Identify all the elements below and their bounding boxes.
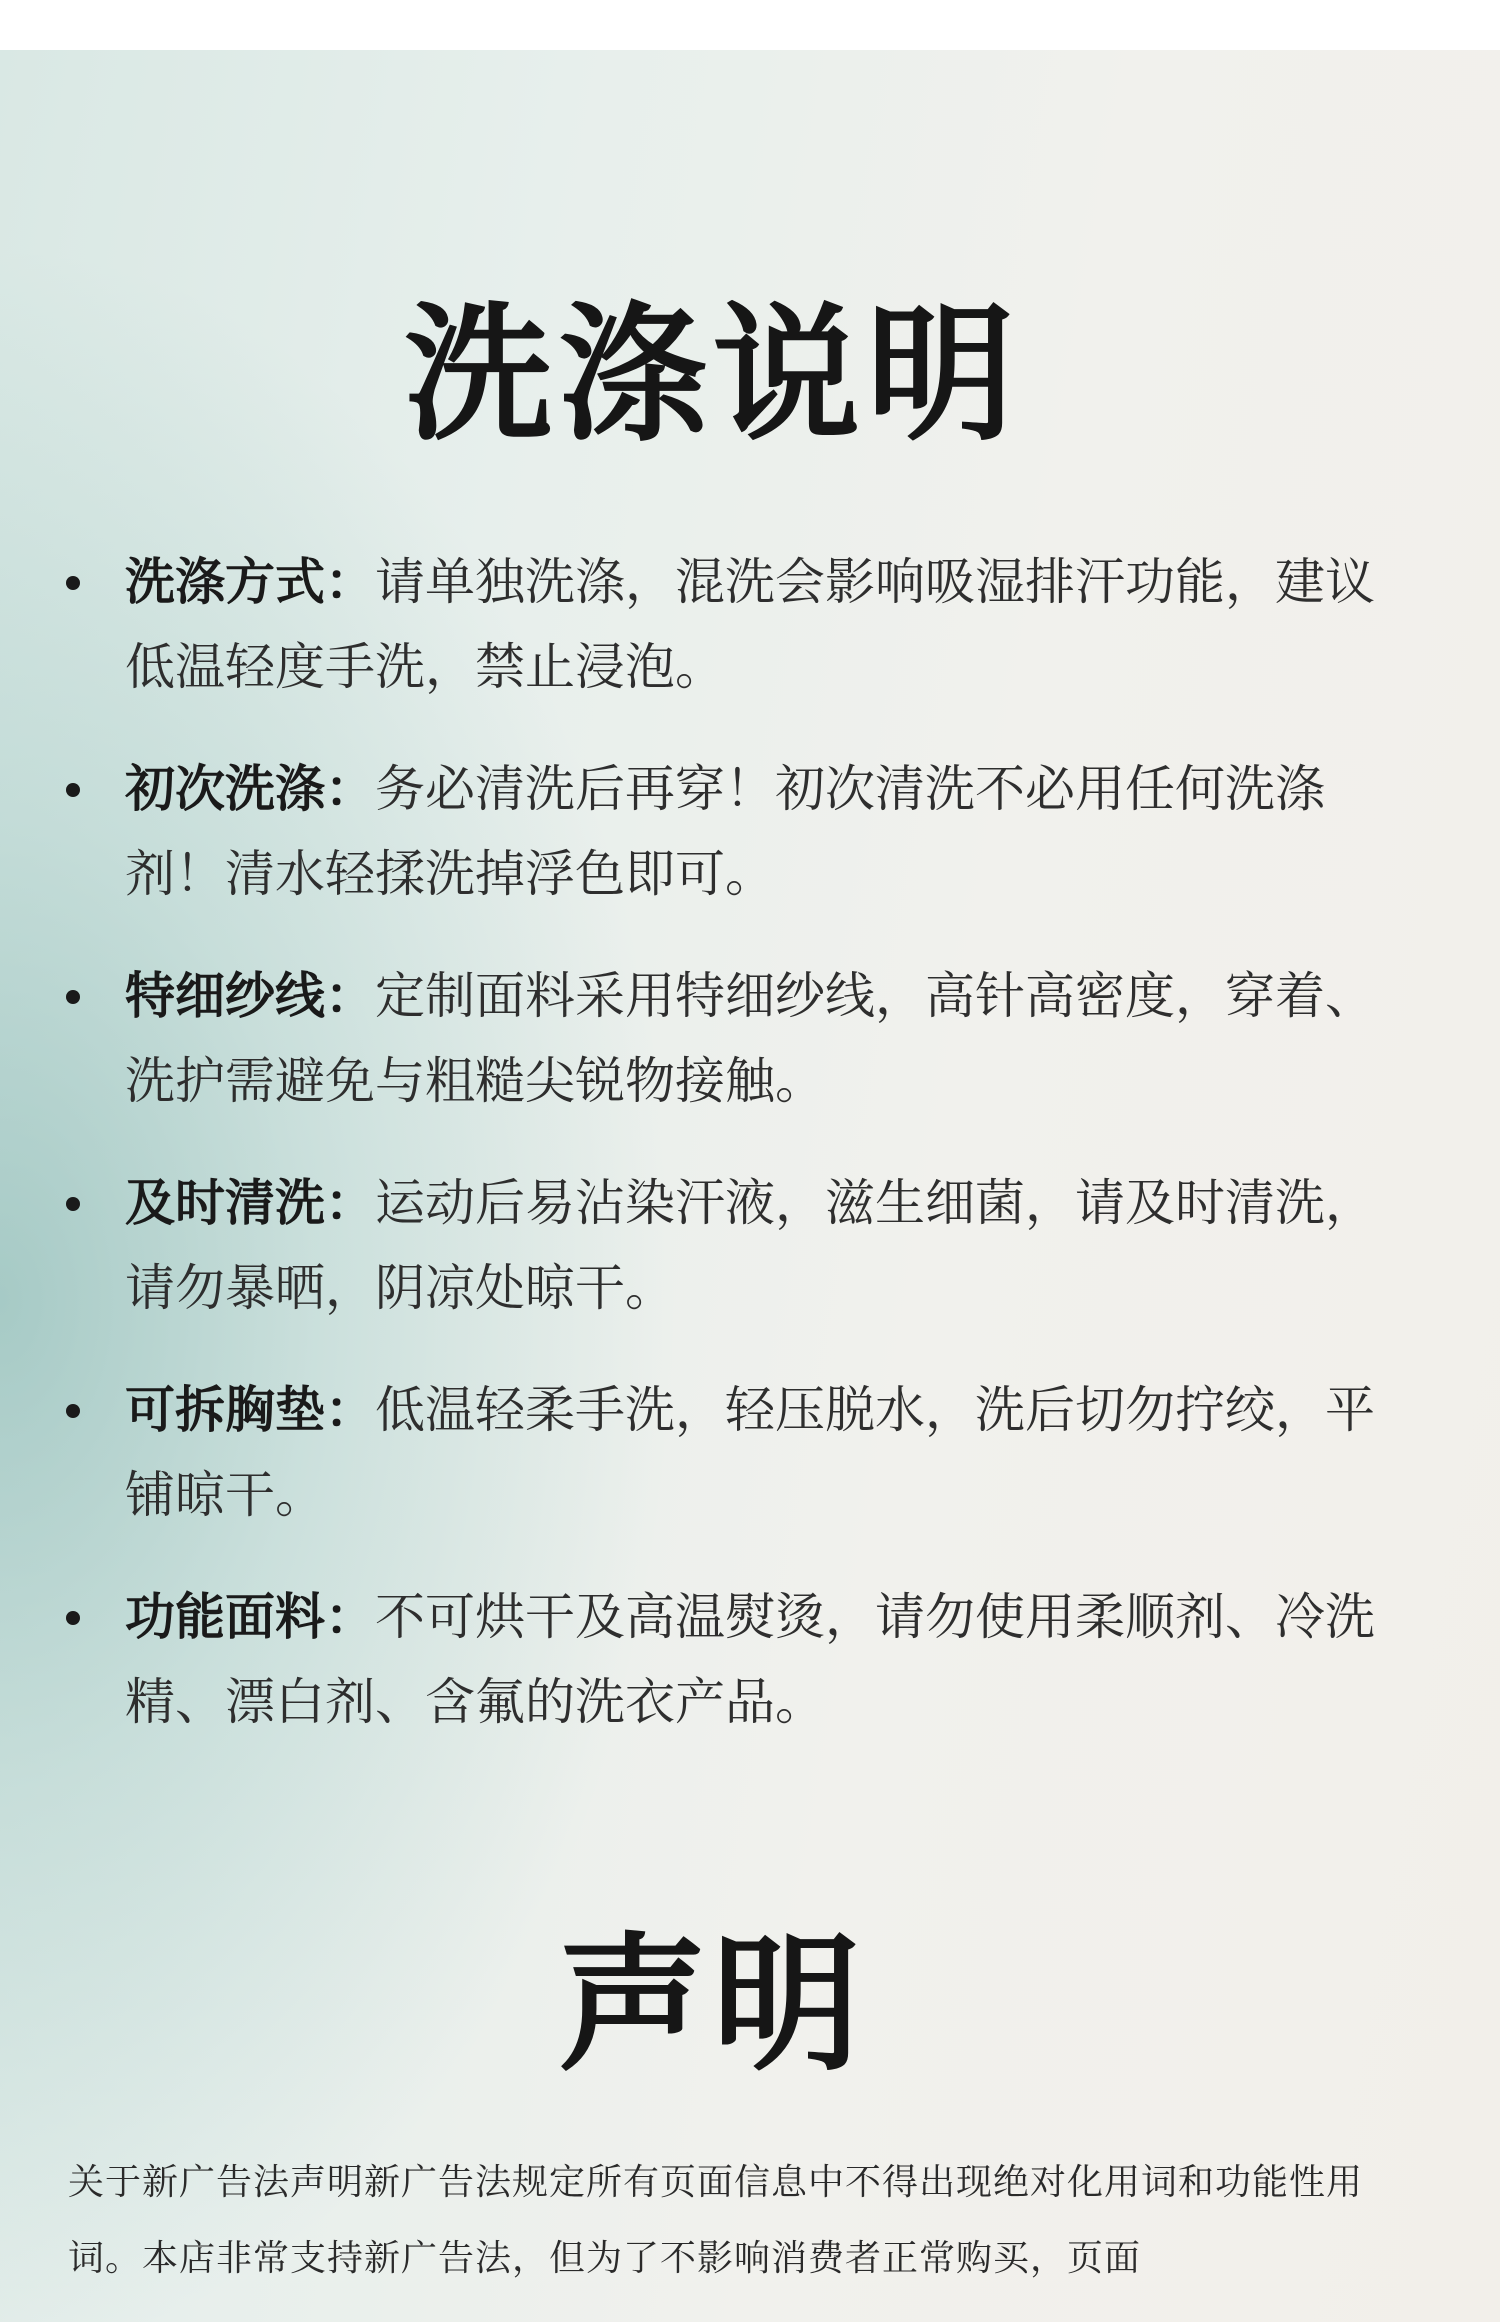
top-white-strip — [0, 0, 1500, 50]
bullet-icon — [66, 990, 80, 1004]
item-text: 不可烘干及高温熨烫，请勿使用柔顺剂、冷洗精、漂白剂、含氟的洗衣产品。 — [125, 1588, 1375, 1731]
statement-title: 声明 — [558, 1919, 867, 2091]
item-text: 低温轻柔手洗，轻压脱水，洗后切勿拧绞，平铺晾干。 — [125, 1381, 1375, 1524]
list-item — [0, 747, 1425, 917]
item-label: 特细纱线： — [125, 967, 375, 1025]
list-item — [0, 1161, 1425, 1331]
item-label: 及时清洗： — [125, 1174, 375, 1232]
bullet-icon — [66, 1611, 80, 1625]
care-instructions-panel — [0, 50, 1500, 2322]
bullet-icon — [66, 1197, 80, 1211]
statement-text: 关于新广告法声明新广告法规定所有页面信息中不得出现绝对化用词和功能性用词。本店非常支持新广告法，但为了不影响消费者正常购买，页面 — [68, 2162, 1364, 2279]
item-label: 洗涤方式： — [125, 553, 375, 611]
wash-instructions-list — [0, 540, 1425, 1782]
item-label: 功能面料： — [125, 1588, 375, 1646]
item-text: 运动后易沾染汗液，滋生细菌，请及时清洗，请勿暴晒，阴凉处晾干。 — [125, 1174, 1375, 1317]
item-label: 初次洗涤： — [125, 760, 375, 818]
item-text: 请单独洗涤，混洗会影响吸湿排汗功能，建议低温轻度手洗，禁止浸泡。 — [125, 553, 1375, 696]
bullet-icon — [66, 576, 80, 590]
item-label: 可拆胸垫： — [125, 1381, 375, 1439]
item-text: 务必清洗后再穿！初次清洗不必用任何洗涤剂！清水轻揉洗掉浮色即可。 — [125, 760, 1325, 903]
list-item — [0, 954, 1425, 1124]
list-item — [0, 540, 1425, 710]
bullet-icon — [66, 1404, 80, 1418]
wash-instructions-title: 洗涤说明 — [404, 289, 1021, 461]
list-item — [0, 1575, 1425, 1745]
bullet-icon — [66, 783, 80, 797]
list-item — [0, 1368, 1425, 1538]
item-text: 定制面料采用特细纱线，高针高密度，穿着、洗护需避免与粗糙尖锐物接触。 — [125, 967, 1375, 1110]
